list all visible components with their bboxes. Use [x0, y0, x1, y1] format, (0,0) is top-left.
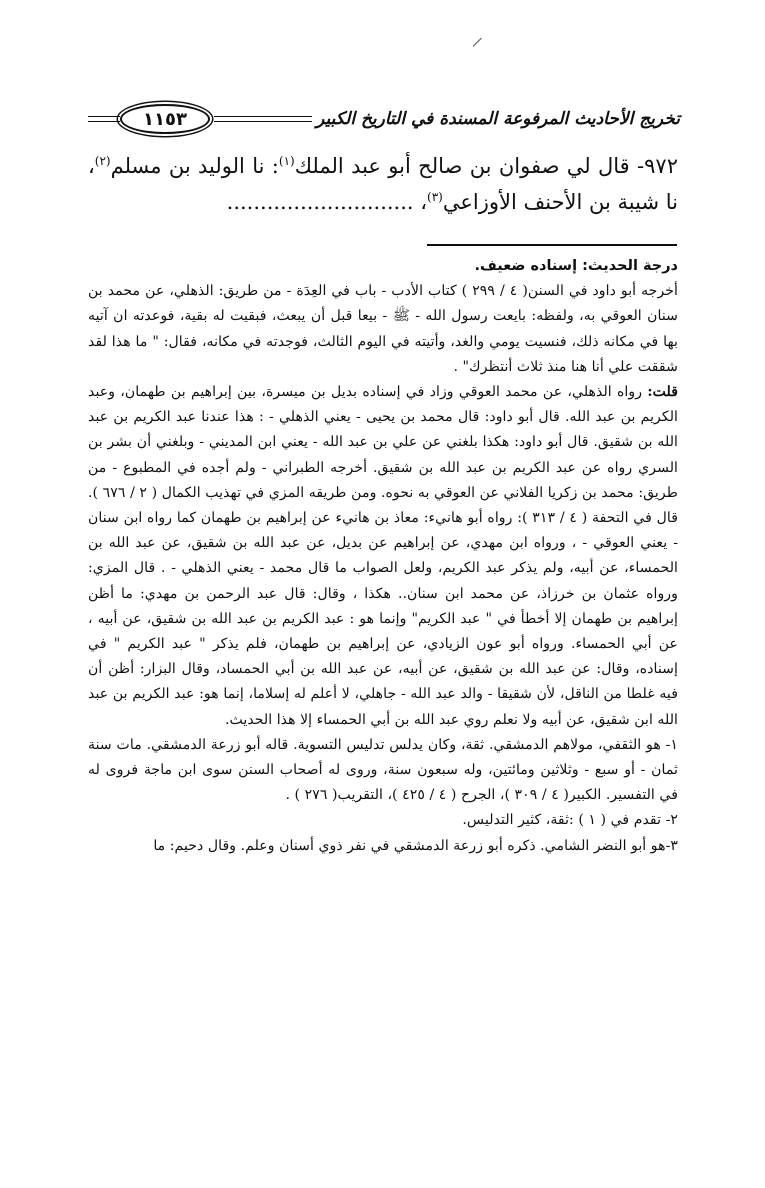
- takhrij-paragraph: أخرجه أبو داود في السنن( ٤ / ٢٩٩ ) كتاب الأدب - باب في العِدَة - من طريق: الذهلي، عن محمد بن سنان العوقي به، ولفظه: بايعت رسول الله - ﷺ - بيعا قبل أن يبعث، فبقيت له بقية، فوعدته ان آتيه بها في مكانه ذلك، فنسيت يومي والغد، وأتيته في اليوم الثالث، فوجدته في مكانه، فقال: " ما هذا لقد شققت علي أنا هنا منذ ثلاث أنتظرك" .: [88, 283, 678, 375]
- hadith-text: [88, 148, 678, 220]
- footnote-ref-3[interactable]: (٣): [427, 190, 443, 204]
- book-title: تخريج الأحاديث المرفوعة المسندة في التاريخ الكبير: [316, 109, 680, 129]
- qult-paragraph: قلت: رواه الذهلي، عن محمد العوقي وزاد في إسناده بديل بن ميسرة، بين إبراهيم بن طهمان، وعبد الكريم بن عبد الله. قال أبو داود: قال محمد بن يحيى - يعني الذهلي - : هذا عندنا عبد الكريم بن عبد الله بن شقيق. قال أبو داود: هكذا بلغني عن علي بن عبد الله - يعني ابن المديني - وبلغني أن بشر بن السري رواه عن عبد الكريم بن عبد الله بن شقيق. أخرجه الطبراني - ولم أجده في المطبوع - من طريق: محمد بن زكريا الفلاني عن العوقي به نحوه. ومن طريقه المزي في تهذيب الكمال ( ٢ / ٦٧٦ ). قال في التحفة ( ٤ / ٣١٣ ): رواه أبو هانيء: معاذ بن هانيء عن إبراهيم بن طهمان كما رواه ابن سنان - يعني العوقي - ، ورواه ابن مهدي، عن إبراهيم عن بديل، عن عبد الله بن شقيق، عن عبد الله بن الحمساء، عن أبيه، ولم يذكر عبد الكريم، ولعل الصواب ما قال محمد - يعني الذهلي - . قال المزي: ورواه عثمان بن خرزاذ، عن محمد ابن سنان.. هكذا ، وقال: قال عبد الرحمن بن مهدي: ما أظن إبراهيم بن طهمان إلا أخطأ في " عبد الكريم" وإنما هو : عبد الكريم بن عبد الله بن شقيق، عن أبيه ، عن أبي الحمساء. ورواه أبو عون الزيادي، عن إبراهيم بن طهمان، فلم يذكر " عبد الكريم " في إسناده، وقال: عن عبد الله بن شقيق، عن أبيه، عن عبد الله بن أبي الحمساد، وقال البزار: أظن أن فيه غلطا من الناقل، لأن شقيقا - والد عبد الله - جاهلي، لا أعلم له إسلاما، إنما هو: عبد الكريم بن عبد الله ابن شقيق، عن أبيه ولا نعلم روي عبد الله بن أبي الحمساء إلا هذا الحديث.: [88, 384, 678, 728]
- footnote-ref-1[interactable]: (١): [278, 154, 295, 168]
- running-header: [88, 103, 680, 135]
- header-rule: [214, 116, 312, 122]
- footnote-3: ٣-هو أبو النضر الشامي. ذكره أبو زرعة الدمشقي في نفر ذوي أسنان وعلم. وقال دحيم: ما: [153, 837, 678, 854]
- hadith-paragraph: ٩٧٢- قال لي صفوان بن صالح أبو عبد الملك$^{(١)}$: نا الوليد بن مسلم$^{(٢)}$، نا شيبة بن الأحنف الأوزاعي$^{(٣)}$، ............................: [88, 154, 678, 214]
- footnote-2: ٢- تقدم في ( ١ ) :ثقة، كثير التدليس.: [462, 812, 678, 829]
- header-rule-end: [88, 116, 120, 122]
- footnote-marker: ٣-: [665, 837, 678, 854]
- footnote-separator: [427, 244, 677, 246]
- page-number: ١١٥٣: [120, 104, 210, 134]
- commentary-section: [88, 254, 678, 859]
- hadith-grade: درجة الحديث: إسناده ضعيف.: [474, 258, 678, 274]
- scan-artifact-mark: [473, 38, 482, 47]
- qult-label: قلت:: [647, 384, 678, 401]
- footnote-marker: ١-: [665, 736, 678, 753]
- footnote-1: ١- هو الثقفي، مولاهم الدمشقي. ثقة، وكان يدلس تدليس التسوية. قاله أبو زرعة الدمشقي. مات سنة ثمان - أو سبع - وثلاثين ومائتين، وله سبعون سنة، وروى له أصحاب السنن سوى ابن ماجة فروى له في التفسير. الكبير( ٤ / ٣٠٩ )، الجرح ( ٤ / ٤٢٥ )، التقريب( ٢٧٦ ) .: [88, 736, 678, 804]
- footnote-marker: ٢-: [665, 812, 678, 829]
- hadith-number: ٩٧٢-: [637, 154, 678, 178]
- footnote-ref-2[interactable]: (٢): [94, 154, 111, 168]
